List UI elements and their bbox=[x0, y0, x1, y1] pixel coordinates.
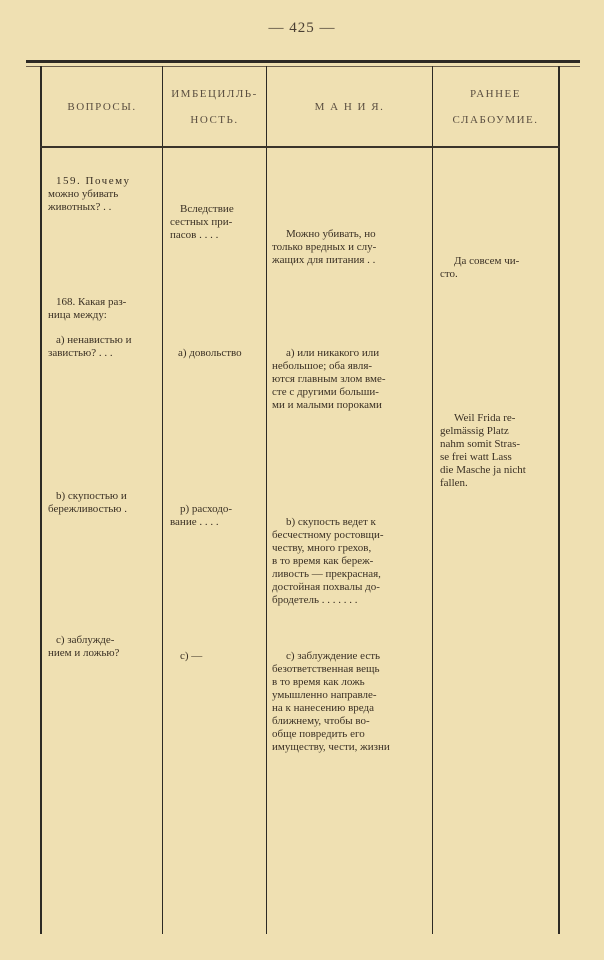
top-rule-thin bbox=[26, 66, 580, 67]
top-rule-thick bbox=[26, 60, 580, 63]
mania-168-c: с) заблуждение есть безответственная вещь в то время как ложь умышленно направле- на к нанесению вреда ближнему, чтобы во- обще повредить его имуществу, чести, жизни bbox=[272, 650, 390, 753]
mania-168-a: а) или никакого или небольшое; оба явля- ются главным злом вме- сте с другими больши- ми и малыми пороками bbox=[272, 347, 386, 411]
column-divider-3 bbox=[432, 66, 433, 934]
table-left-border bbox=[40, 66, 42, 934]
header-mania: М А Н И Я. bbox=[314, 101, 385, 113]
question-159: 159. Почему можно убивать животных? . . bbox=[48, 175, 131, 213]
question-168: 168. Какая раз- ница между: bbox=[48, 296, 127, 321]
page-number: — 425 — bbox=[268, 20, 336, 36]
question-168-a: а) ненавистью и завистью? . . . bbox=[48, 334, 132, 359]
header-questions: ВОПРОСЫ. bbox=[67, 101, 137, 113]
imbecility-168-b: р) расходо- вание . . . . bbox=[170, 503, 233, 528]
column-divider-1 bbox=[162, 66, 163, 934]
mania-159: Можно убивать, но только вредных и слу- жащих для питания . . bbox=[272, 228, 377, 266]
imbecility-168-a: а) довольство bbox=[178, 347, 242, 359]
imbecility-168-c: с) — bbox=[180, 650, 203, 662]
header-imbecility: ИМБЕЦИЛЛЬ- НОСТЬ. bbox=[171, 88, 258, 126]
question-168-b: b) скупостью и бережливостью . bbox=[48, 490, 128, 515]
header-early-dementia: РАННЕЕ СЛАБОУМИЕ. bbox=[452, 88, 539, 126]
header-bottom-rule bbox=[40, 146, 560, 148]
dementia-159: Да совсем чи- сто. bbox=[440, 255, 520, 280]
column-divider-2 bbox=[266, 66, 267, 934]
dementia-168-a: Weil Frida re- gelmässig Platz nahm somit Stras- se frei watt Lass die Masche ja nicht fallen. bbox=[440, 412, 526, 489]
mania-168-b: b) скупость ведет к бесчестному ростовщи- честву, много грехов, в то время как береж- ливость — прекрасная, достойная похвалы до- бродетель . . . . . . . bbox=[272, 516, 384, 606]
imbecility-159: Вследствие сестных при- пасов . . . . bbox=[170, 203, 234, 241]
question-168-c: с) заблужде- нием и ложью? bbox=[48, 634, 120, 659]
table-right-border bbox=[558, 66, 560, 934]
